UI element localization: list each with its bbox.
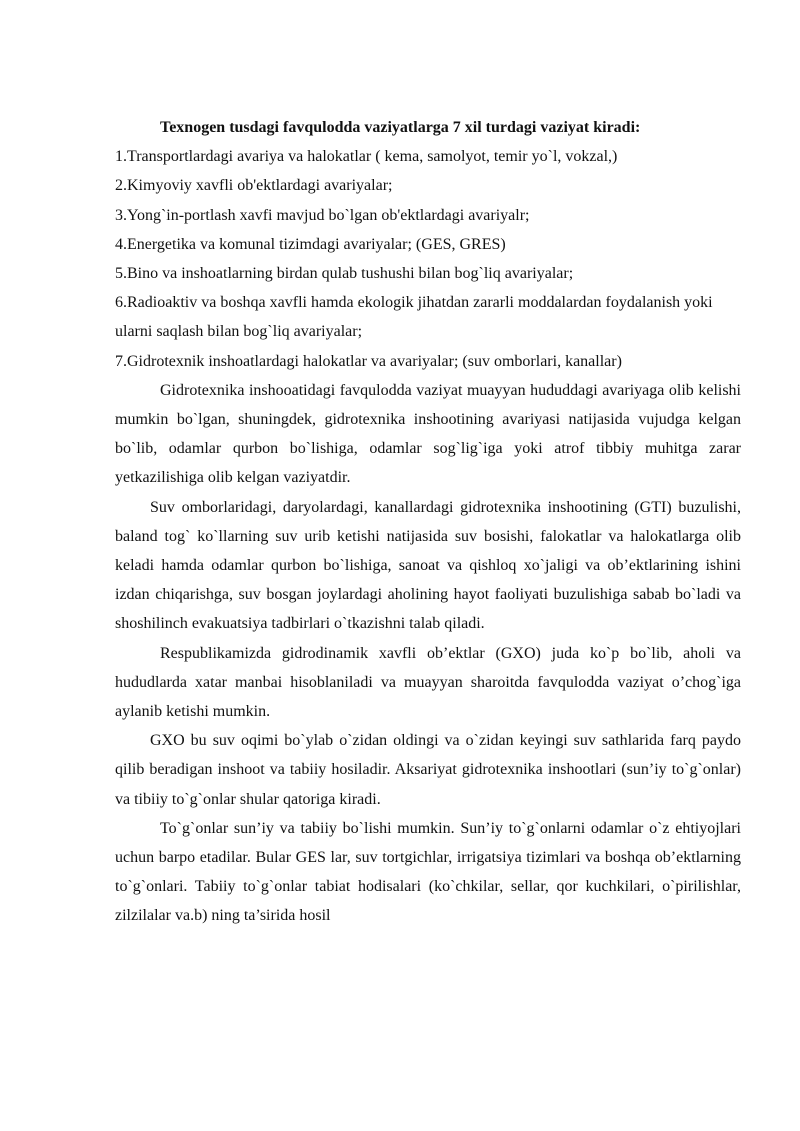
list-item-4: 4.Energetika va komunal tizimdagi avariyalar; (GES, GRES) bbox=[115, 235, 506, 253]
section-heading: Texnogen tusdagi favqulodda vaziyatlarga 7 xil turdagi vaziyat kiradi: bbox=[160, 119, 641, 136]
paragraph-respublika: Respublikamizda gidrodinamik xavfli ob’ektlar (GXO) juda ko`p bo`lib, aholi va hududlarda xatar manbai hisoblaniladi va muayyan sharoitda favqulodda vaziyat o’chog`iga aylanib ketishi mumkin. bbox=[115, 644, 741, 721]
list-item-7: 7.Gidrotexnik inshoatlardagi halokatlar va avariyalar; (suv omborlari, kanallar) bbox=[115, 352, 622, 370]
list-item-5: 5.Bino va inshoatlarning birdan qulab tushushi bilan bog`liq avariyalar; bbox=[115, 265, 574, 283]
paragraph-suv-omborlari: Suv omborlaridagi, daryolardagi, kanallardagi gidrotexnika inshootining (GTI) buzulishi, baland tog` ko`llarning suv urib ketishi natijasida suv bosishi, falokatlar va halokatlarga olib keladi hamda odamlar qurbon bo`lishiga, sanoat va qishloq xo`jaligi va ob’ektlarining ishini izdan chiqarishga, suv bosgan joylardagi aholining hayot faoliyati buzulishiga sabab bo`ladi va shoshilinch evakuatsiya tadbirlari o`tkazishni talab qiladi. bbox=[115, 498, 741, 633]
list-item-2: 2.Kimyoviy xavfli ob'ektlardagi avariyalar; bbox=[115, 177, 393, 195]
paragraph-gxo: GXO bu suv oqimi bo`ylab o`zidan oldingi va o`zidan keyingi suv sathlarida farq paydo qilib beradigan inshoot va tabiiy hosiladir. Aksariyat gidrotexnika inshootlari (sun’iy to`g`onlar) va tibiiy to`g`onlar shular qatoriga kiradi. bbox=[115, 732, 741, 808]
list-item-1: 1.Transportlardagi avariya va halokatlar ( kema, samolyot, temir yo`l, vokzal,) bbox=[115, 148, 618, 166]
list-item-6: 6.Radioaktiv va boshqa xavfli hamda ekologik jihatdan zararli moddalardan foydalanish yoki ularni saqlash bilan bog`liq avariyalar; bbox=[115, 294, 713, 341]
paragraph-gidrotexnika: Gidrotexnika inshooatidagi favqulodda vaziyat muayyan hududdagi avariyaga olib kelishi mumkin bo`lgan, shuningdek, gidrotexnika inshootining avariyasi natijasida vujudga kelgan bo`lib, odamlar qurbon bo`lishiga, odamlar sog`lig`iga yoki atrof tibbiy muhitga zarar yetkazilishiga olib kelgan vaziyatdir. bbox=[115, 381, 741, 487]
paragraph-togonlar: To`g`onlar sun’iy va tabiiy bo`lishi mumkin. Sun’iy to`g`onlarni odamlar o`z ehtiyojlari uchun barpo etadilar. Bular GES lar, suv tortgichlar, irrigatsiya tizimlari va boshqa ob’ektlarning to`g`onlari. Tabiiy to`g`onlar tabiat hodisalari (ko`chkilar, sellar, qor kuchkilari, o`pirilishlar, zilzilalar va.b) ning ta’sirida hosil bbox=[115, 819, 741, 925]
document-body bbox=[115, 113, 741, 931]
list-item-3: 3.Yong`in-portlash xavfi mavjud bo`lgan ob'ektlardagi avariyalr; bbox=[115, 206, 530, 224]
